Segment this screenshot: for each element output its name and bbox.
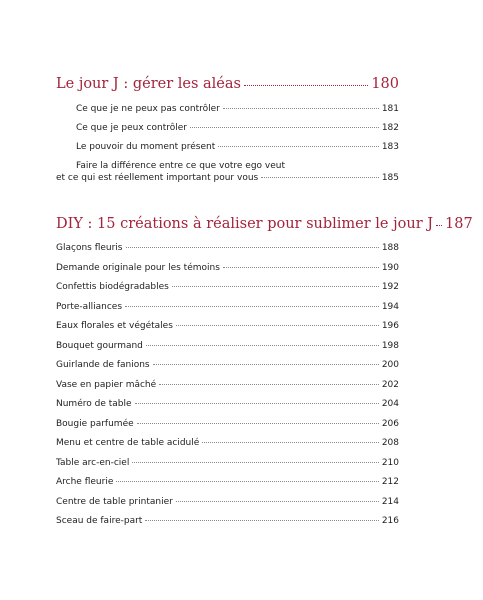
entry-page-number: 182 (381, 123, 399, 133)
toc-entry (56, 515, 399, 527)
leader-dots (135, 403, 379, 404)
toc-entry (56, 141, 399, 153)
toc-entry (56, 281, 399, 293)
entry-page-number: 181 (381, 104, 399, 114)
entry-label-line-2: et ce qui est réellement important pour vous (56, 173, 259, 183)
entry-page-number: 200 (381, 360, 399, 370)
leader-dots (176, 501, 379, 502)
toc-section-diy (56, 214, 473, 527)
toc-entry (56, 398, 399, 410)
entry-page-number: 202 (381, 379, 399, 390)
leader-dots (146, 345, 379, 346)
section-page-number: 180 (371, 76, 399, 92)
toc-entry-multiline (56, 160, 399, 184)
entry-label: Bouquet gourmand (56, 340, 143, 351)
leader-dots (137, 423, 379, 424)
toc-entry (56, 122, 399, 134)
entry-page-number: 194 (381, 301, 399, 312)
toc-entry (56, 359, 399, 371)
entry-label: Menu et centre de table acidulé (56, 438, 200, 448)
section-title: DIY : 15 créations à réaliser pour sublimer le jour J (56, 216, 434, 232)
entry-label: Demande originale pour les témoins (56, 262, 220, 273)
entry-page-number: 196 (381, 321, 399, 331)
entry-page-number: 190 (381, 262, 399, 273)
entry-label: Arche fleurie (56, 477, 114, 487)
leader-dots (132, 462, 378, 463)
leader-dots (218, 146, 379, 147)
diy-entry-list (56, 242, 399, 527)
leader-dots (125, 306, 379, 307)
toc-entry (56, 242, 399, 254)
entry-page-number: 204 (381, 399, 399, 409)
toc-entry (56, 476, 399, 488)
entry-label: Le pouvoir du moment présent (76, 142, 216, 152)
leader-dots (176, 325, 379, 326)
entry-label: Ce que je peux contrôler (76, 123, 187, 133)
entry-label: Centre de table printanier (56, 496, 173, 507)
toc-entry (56, 457, 399, 469)
leader-dots (190, 127, 379, 128)
entry-label: Ce que je ne peux pas contrôler (76, 104, 220, 114)
entry-page-number: 212 (381, 477, 399, 487)
entry-page-number: 214 (381, 496, 399, 507)
leader-dots (261, 177, 379, 178)
toc-entry (56, 379, 399, 391)
leader-dots (223, 267, 379, 268)
entry-page-number: 208 (381, 438, 399, 448)
entry-page-number: 183 (381, 142, 399, 152)
entry-page-number: 188 (381, 243, 399, 253)
toc-entry (56, 262, 399, 274)
leader-dots (159, 384, 379, 385)
toc-entry (56, 301, 399, 313)
entry-label: Numéro de table (56, 399, 132, 409)
leader-dots (153, 364, 379, 365)
leader-dots (126, 247, 379, 248)
section-heading (56, 74, 399, 94)
entry-page-number: 216 (381, 516, 399, 526)
entry-label: Porte-alliances (56, 301, 123, 312)
entry-page-number: 210 (381, 457, 399, 468)
toc-entry (56, 320, 399, 332)
toc-entry (56, 437, 399, 449)
section-heading (56, 214, 473, 234)
entry-label: Vase en papier mâché (56, 379, 157, 390)
entry-label: Eaux florales et végétales (56, 321, 173, 331)
entry-page-number: 206 (381, 418, 399, 429)
entry-label: Glaçons fleuris (56, 243, 123, 253)
entry-page-number: 192 (381, 282, 399, 292)
leader-dots (436, 225, 442, 226)
entry-label: Table arc-en-ciel (56, 457, 130, 468)
leader-dots (223, 108, 379, 109)
entry-page-number: 198 (381, 340, 399, 351)
entry-label: Confettis biodégradables (56, 282, 169, 292)
leader-dots (172, 286, 379, 287)
toc-entry (56, 496, 399, 508)
toc-section-gerer-les-aleas (56, 74, 399, 184)
entry-line-2 (56, 172, 399, 184)
section-page-number: 187 (445, 216, 473, 232)
entry-label: Bougie parfumée (56, 418, 134, 429)
section-title: Le jour J : gérer les aléas (56, 76, 241, 92)
entry-page-number: 185 (381, 173, 399, 183)
toc-entry (56, 103, 399, 115)
entry-label: Sceau de faire-part (56, 516, 143, 526)
toc-entry (56, 418, 399, 430)
toc-entry (56, 340, 399, 352)
entry-label: Guirlande de fanions (56, 360, 150, 370)
leader-dots (244, 85, 368, 86)
leader-dots (145, 520, 378, 521)
leader-dots (116, 481, 378, 482)
leader-dots (202, 442, 379, 443)
entry-label-line-1: Faire la différence entre ce que votre ego veut (76, 161, 285, 171)
